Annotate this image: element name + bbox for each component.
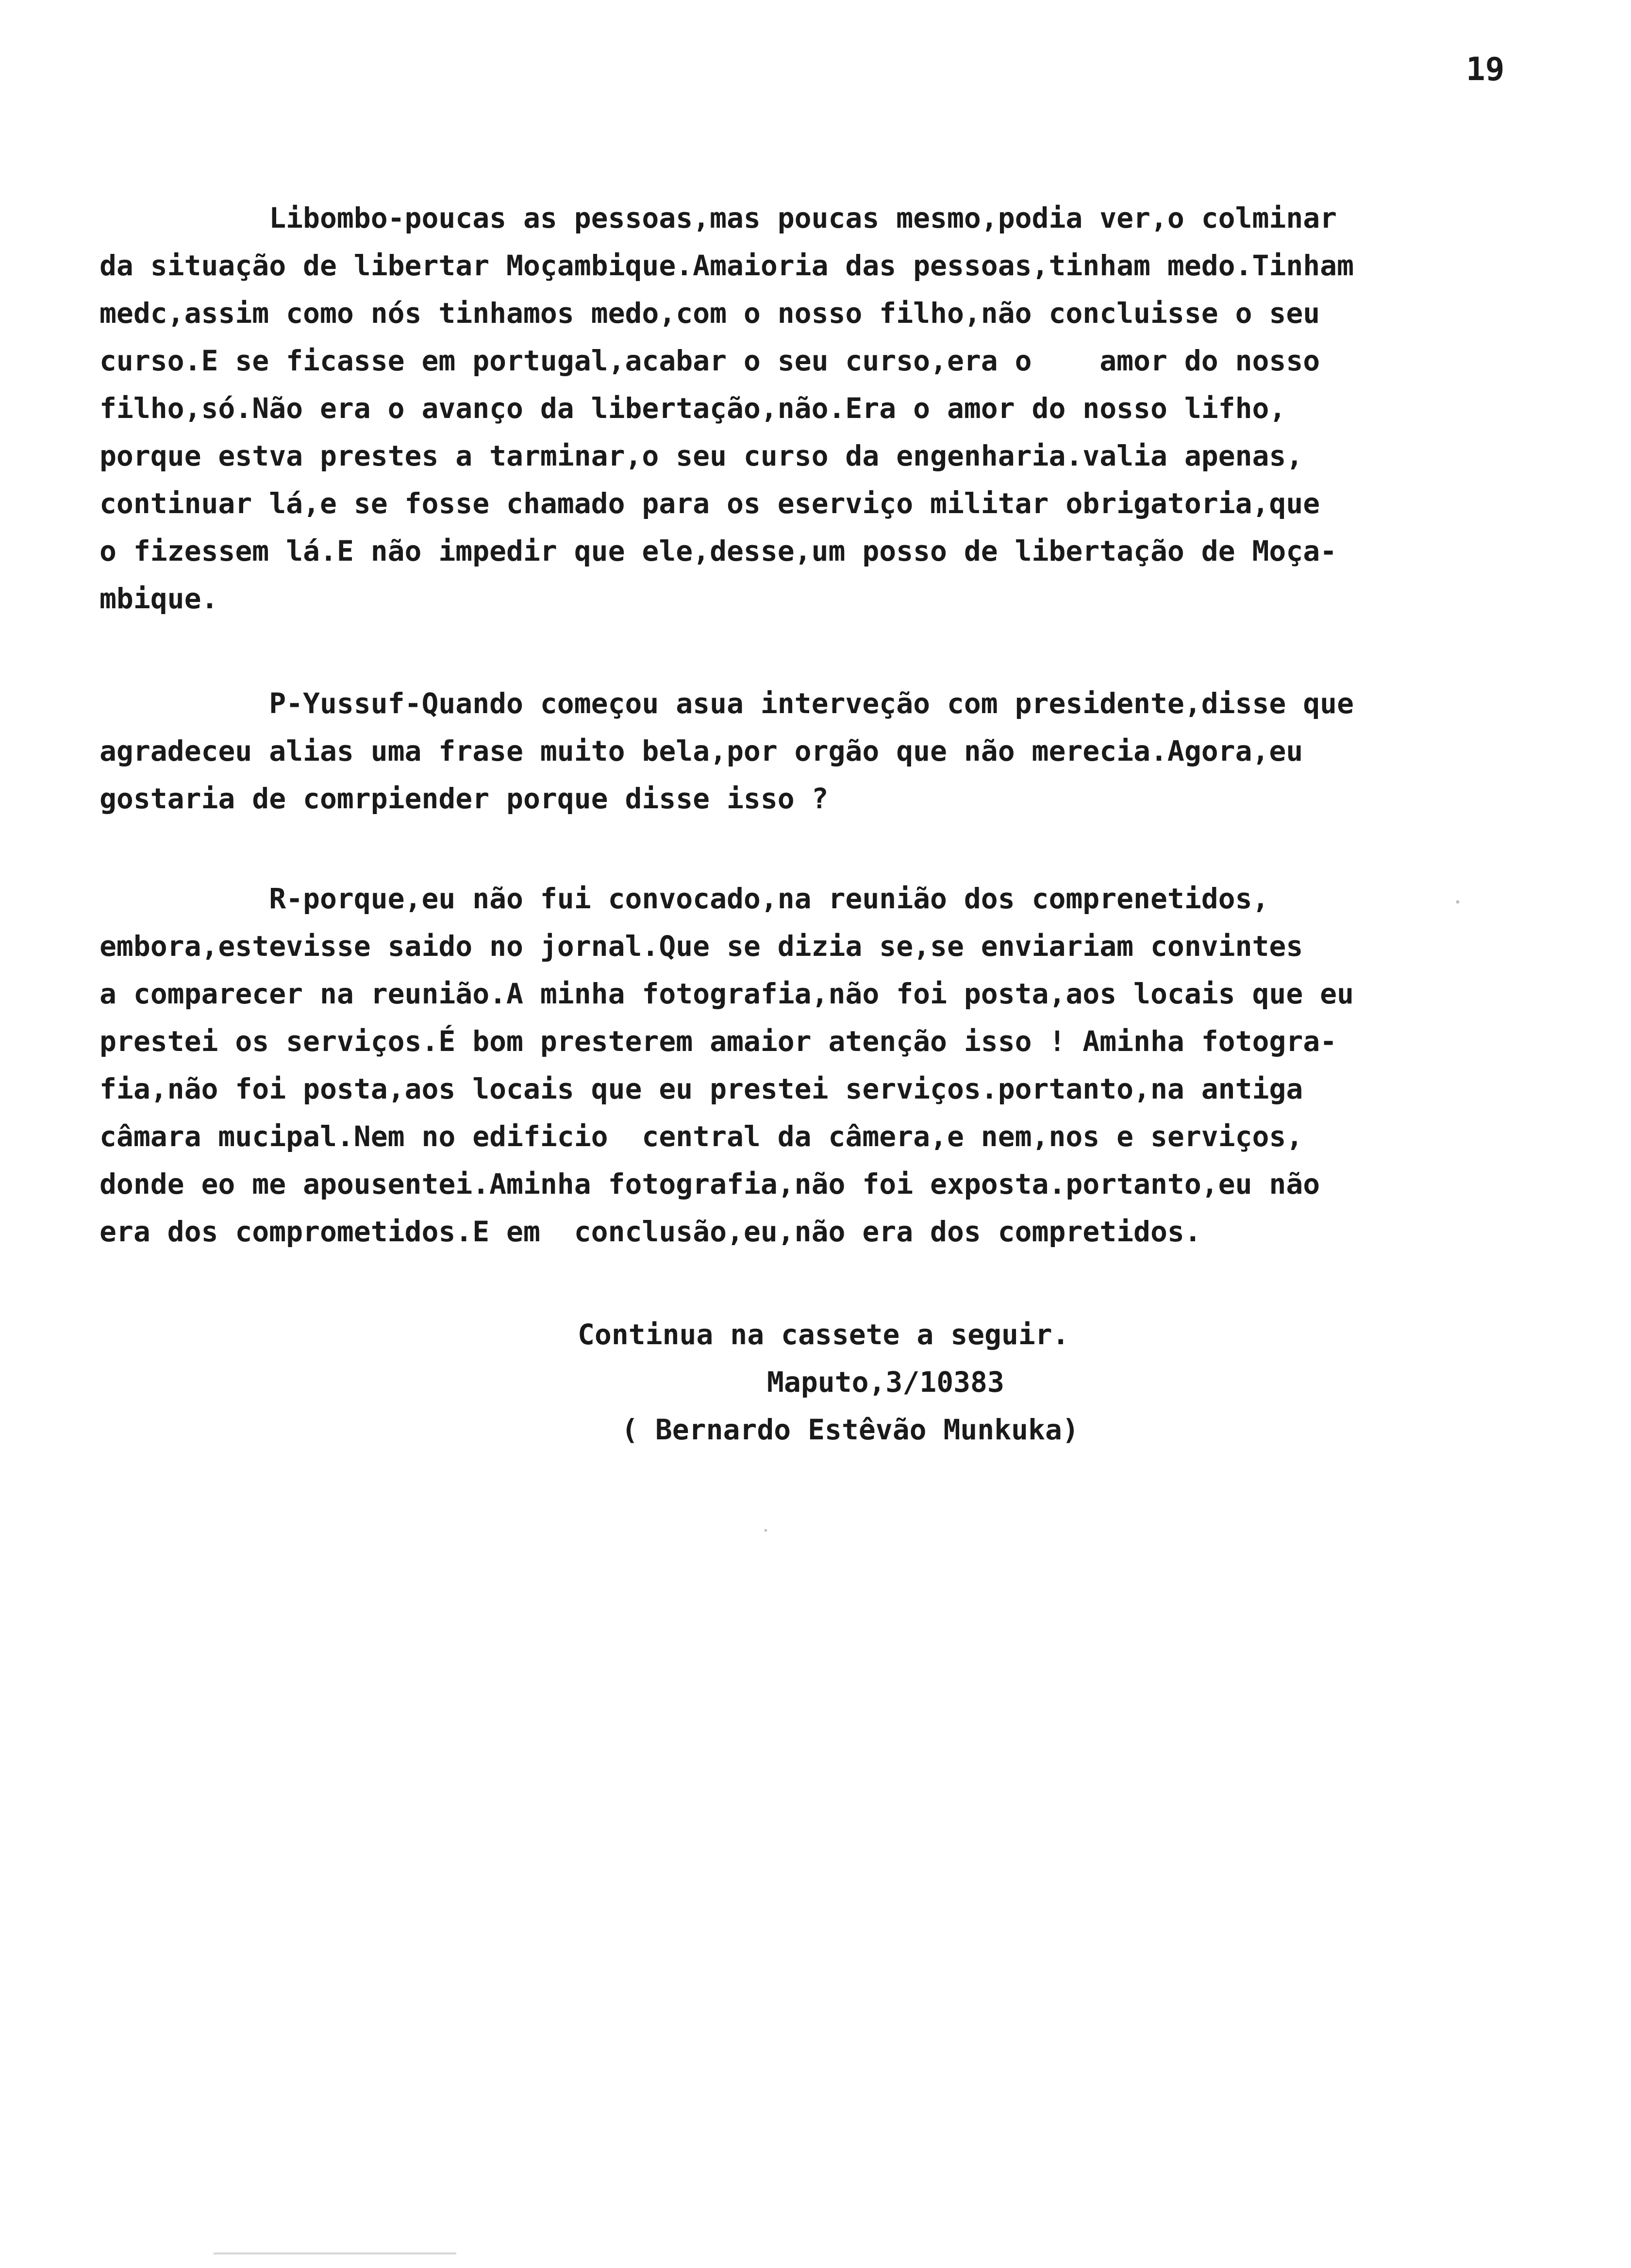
text-line: porque estva prestes a tarminar,o seu curso da engenharia.valia apenas, [100, 439, 1303, 472]
signature-name: ( Bernardo Estêvão Munkuka) [621, 1413, 1079, 1446]
text-line: gostaria de comrpiender porque disse isso ? [100, 782, 829, 815]
text-line: o fizessem lá.E não impedir que ele,desse,um posso de libertação de Moça- [100, 534, 1337, 567]
text-line: curso.E se ficasse em portugal,acabar o seu curso,era o amor do nosso [100, 344, 1320, 377]
text-line: embora,estevisse saido no jornal.Que se dizia se,se enviariam convintes [100, 930, 1303, 963]
text-line: prestei os serviços.É bom presterem amaior atenção isso ! Aminha fotogra- [100, 1025, 1337, 1058]
text-line: filho,só.Não era o avanço da libertação,não.Era o amor do nosso lifho, [100, 392, 1286, 425]
text-line: a comparecer na reunião.A minha fotografia,não foi posta,aos locais que eu [100, 977, 1354, 1010]
text-line: donde eo me apousentei.Aminha fotografia,não foi exposta.portanto,eu não [100, 1167, 1320, 1201]
text-line: medc,assim como nós tinhamos medo,com o nosso filho,não concluisse o seu [100, 297, 1320, 330]
text-line: Libombo-poucas as pessoas,mas poucas mesmo,podia ver,o colminar [100, 201, 1337, 234]
paragraph-answer-convocation [100, 875, 1565, 1255]
place-date: Maputo,3/10383 [767, 1366, 1004, 1399]
text-line: fia,não foi posta,aos locais que eu prestei serviços.portanto,na antiga [100, 1072, 1303, 1105]
scan-edge-mark [214, 2252, 456, 2254]
text-line: P-Yussuf-Quando começou asua interveção com presidente,disse que [100, 687, 1354, 720]
scan-speck [1456, 901, 1459, 903]
paragraph-answer-libombo [100, 194, 1565, 622]
text-line: mbique. [100, 582, 218, 615]
text-line: continuar lá,e se fosse chamado para os eserviço militar obrigatoria,que [100, 487, 1320, 520]
paragraph-question-yussuf [100, 680, 1565, 822]
closing-block [578, 1311, 1209, 1453]
text-line: R-porque,eu não fui convocado,na reunião dos comprenetidos, [100, 882, 1269, 915]
text-line: agradeceu alias uma frase muito bela,por orgão que não merecia.Agora,eu [100, 734, 1303, 767]
text-line: da situação de libertar Moçambique.Amaioria das pessoas,tinham medo.Tinham [100, 249, 1354, 282]
text-line: câmara mucipal.Nem no edificio central da câmera,e nem,nos e serviços, [100, 1120, 1303, 1153]
text-line: era dos comprometidos.E em conclusão,eu,não era dos compretidos. [100, 1215, 1201, 1248]
page-number: 19 [1466, 50, 1505, 88]
scan-speck [765, 1529, 767, 1532]
continuation-note: Continua na cassete a seguir. [578, 1318, 1069, 1351]
